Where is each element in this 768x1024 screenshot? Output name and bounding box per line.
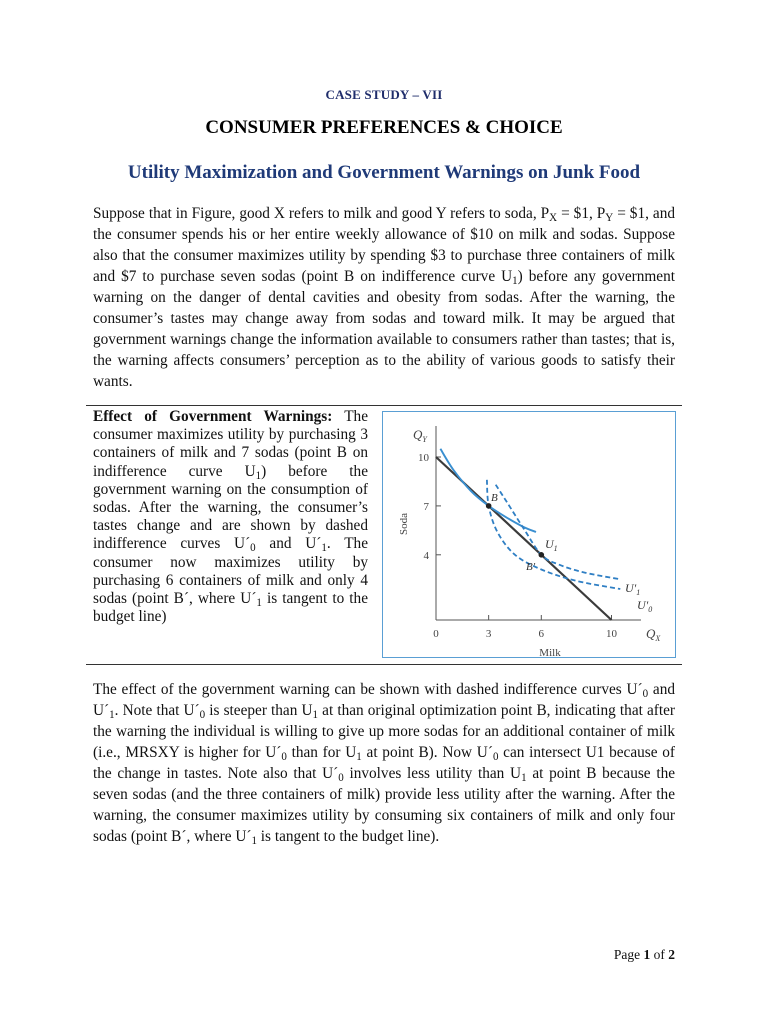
- x-tick-label: 3: [485, 628, 492, 640]
- y-axis-symbol: $Q_Y$: [413, 427, 427, 444]
- u0-prime-indifference-curve: [487, 480, 620, 589]
- u1-indifference-curve: [440, 449, 536, 532]
- u1-prime-curve-label: $U'_1$: [625, 581, 641, 597]
- conclusion-paragraph: The effect of the government warning can be shown with dashed indifference curves $U´_0$ and $U´_1$. Note that $U´_0$ is steeper than $U_1$ at than original optimization point B, indicating that after the warning the individual is willing to give up more sodas for an additional container of milk (i.e., MRSXY is higher for $U´_0$ than for $U_1$ at point B). Now $U´_0$ can intersect U1 because of the change in tastes. Note also that $U´_0$ involves less utility than $U_1$ at point B because the seven sodas (and the three containers of milk) provide less utility after the warning. After the warning, the consumer maximizes utility by consuming six containers of milk and only four sodas (point B´, where $U´_1$ is tangent to the budget line).: [93, 681, 676, 847]
- intro-paragraph: Suppose that in Figure, good X refers to milk and good Y refers to soda, $P_X$ = $1, $P_Y$ = $1, and the consumer spends his or her entire weekly allowance of $10 on milk and sodas. Suppose also that the consumer maximizes utility by spending $3 to purchase three containers of milk and $7 to purchase seven sodas (point B on indifference curve $U_1$) before any government warning on the danger of dental cavities and obesity from sodas. After the warning, the consumer’s tastes may change away from sodas and toward milk. It may be argued that government warnings change the information available to consumers rather than tastes; that is, the warning affects consumers’ perception as to the ability of various goods to satisfy their wants.: [93, 205, 675, 390]
- point-b-prime-marker: [539, 552, 545, 558]
- u0-prime-curve-label: $U'_0$: [637, 598, 653, 614]
- indifference-chart-svg: [383, 412, 677, 659]
- section-divider-top: [86, 405, 682, 406]
- y-tick-label: 4: [423, 549, 429, 562]
- x-tick-label: 6: [538, 628, 545, 640]
- y-axis-label: Soda: [398, 513, 410, 535]
- page-title: CONSUMER PREFERENCES & CHOICE: [205, 117, 563, 138]
- indifference-curve-figure: [382, 411, 676, 658]
- point-b-label: B: [491, 492, 498, 504]
- page-subtitle: Utility Maximization and Government Warnings on Junk Food: [127, 162, 641, 183]
- x-axis-label: Milk: [539, 647, 561, 659]
- u1-prime-indifference-curve: [496, 485, 621, 580]
- x-tick-label: 0: [433, 628, 439, 640]
- point-b-prime-label: B′: [526, 561, 536, 573]
- x-tick-label: 10: [606, 628, 617, 640]
- section-divider-bottom: [86, 664, 682, 665]
- x-axis-symbol: $Q_X$: [646, 626, 661, 643]
- u1-curve-label: $U_1$: [545, 537, 558, 553]
- y-tick-label: 7: [423, 500, 429, 513]
- y-tick-label: 10: [418, 452, 429, 464]
- case-study-label: CASE STUDY – VII: [325, 87, 443, 102]
- figure-description: Effect of Government Warnings: The consumer maximizes utility by purchasing 3 containers of milk and 7 sodas (point B on indifference curve $U_1$) before the government warning on the consumption of sodas. After the warning, the consumer’s tastes change and are shown by dashed indifference curves $U´_0$ and $U´_1$. The consumer now maximizes utility by purchasing 6 containers of milk and only 4 sodas (point B´, where $U´_1$ is tangent to the budget line): [93, 408, 368, 626]
- page-number: Page 1 of 2: [613, 947, 675, 962]
